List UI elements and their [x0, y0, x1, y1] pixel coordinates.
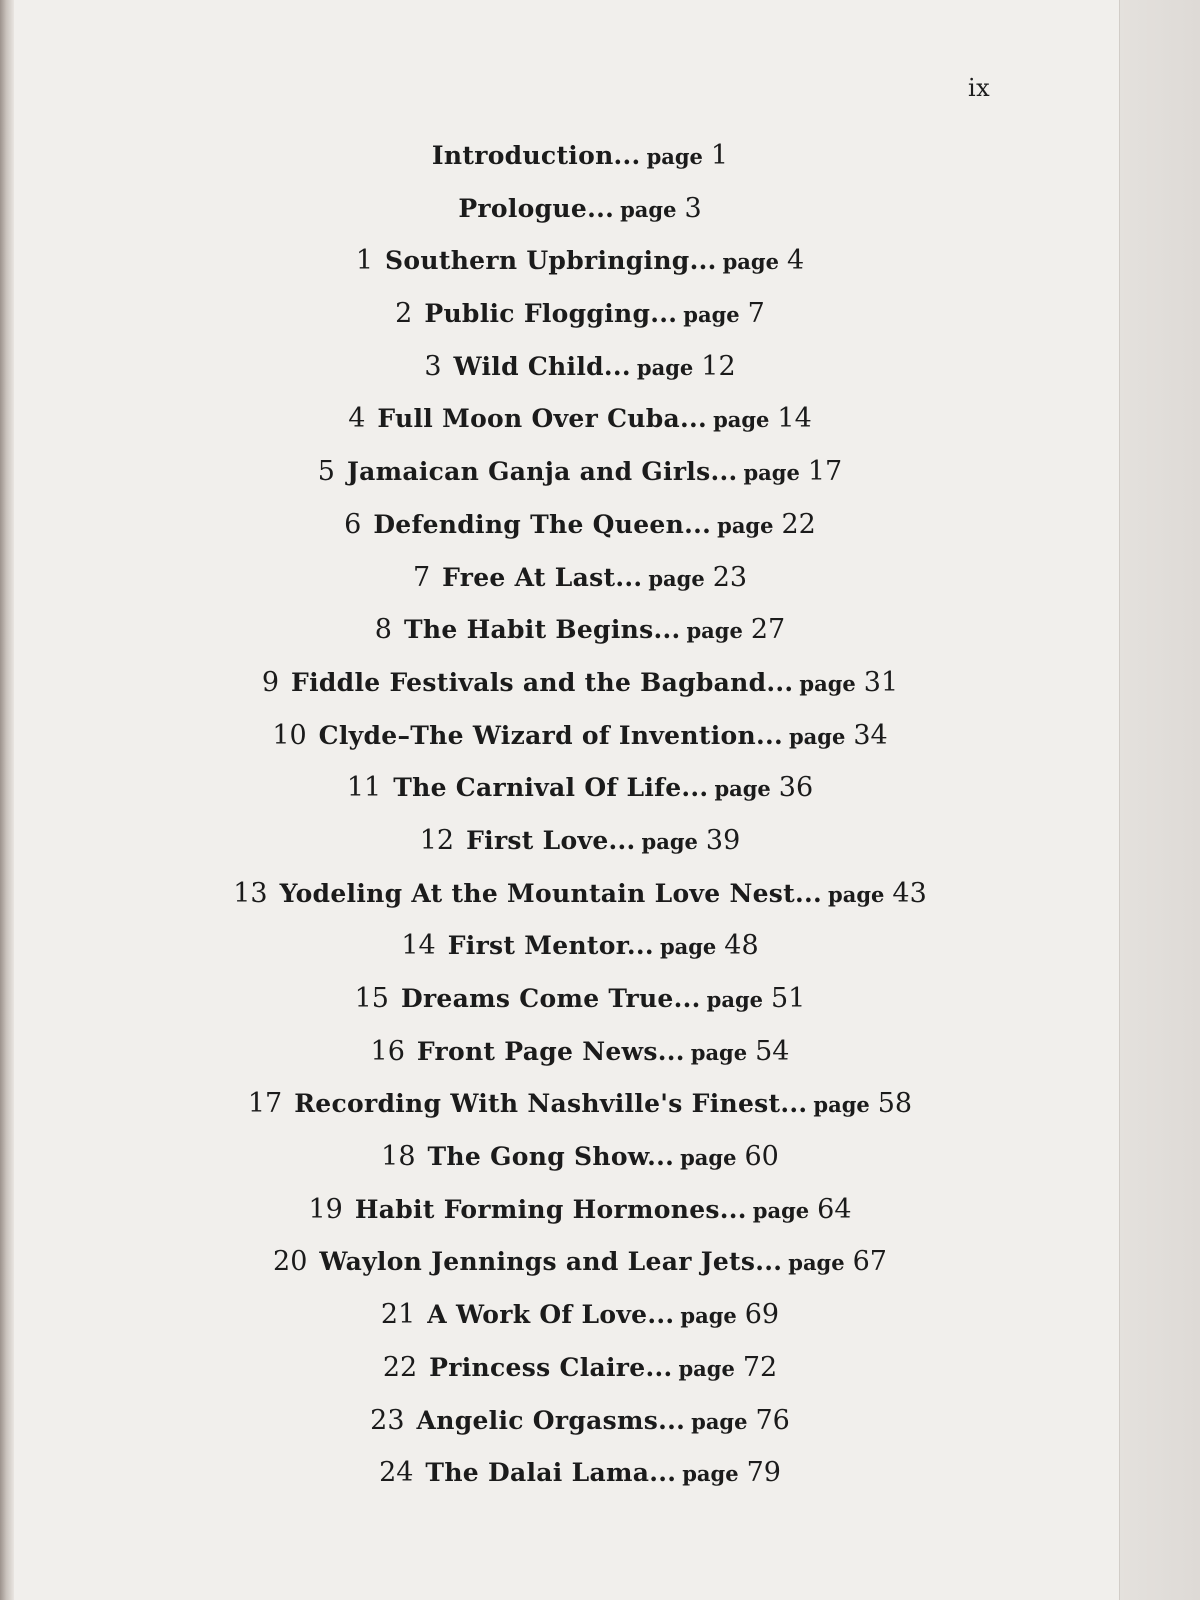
- chapter-number: 9: [261, 666, 280, 698]
- toc-entry: [0, 183, 1160, 236]
- chapter-number: 18: [381, 1141, 416, 1173]
- toc-entry: [0, 973, 1160, 1026]
- chapter-page-number: 76: [755, 1404, 790, 1436]
- page-label: page: [743, 460, 800, 486]
- page-label: page: [659, 934, 717, 960]
- chapter-title: The Gong Show...: [427, 1142, 675, 1172]
- table-of-contents: [0, 130, 1160, 1500]
- chapter-number: 3: [424, 350, 442, 382]
- page-label: page: [752, 1197, 810, 1223]
- chapter-number: 15: [354, 983, 389, 1014]
- page-label: page: [714, 776, 771, 802]
- chapter-page-number: 60: [744, 1141, 779, 1173]
- chapter-number: 1: [355, 245, 374, 277]
- chapter-number: 19: [308, 1193, 343, 1225]
- page-label: page: [713, 407, 770, 433]
- chapter-page-number: 3: [684, 192, 702, 224]
- toc-entry: [0, 815, 1160, 868]
- page-label: page: [641, 828, 698, 854]
- page-label: page: [678, 1355, 735, 1381]
- page-label: page: [690, 1039, 748, 1065]
- chapter-title: Full Moon Over Cuba...: [377, 404, 708, 434]
- page-label: page: [813, 1092, 870, 1118]
- chapter-page-number: 79: [746, 1457, 781, 1489]
- chapter-page-number: 31: [863, 666, 899, 698]
- chapter-page-number: 27: [750, 614, 786, 646]
- chapter-number: 8: [374, 614, 392, 646]
- chapter-title: Free At Last...: [442, 562, 643, 592]
- page-label: page: [717, 512, 774, 538]
- toc-entry: [0, 710, 1160, 763]
- page-label: page: [828, 881, 885, 907]
- page-label: page: [788, 723, 846, 749]
- toc-entry: [0, 1395, 1160, 1448]
- chapter-page-number: 14: [777, 403, 812, 435]
- chapter-page-number: 72: [742, 1351, 778, 1383]
- chapter-page-number: 58: [877, 1088, 913, 1120]
- chapter-page-number: 64: [817, 1193, 852, 1225]
- chapter-page-number: 17: [807, 456, 843, 488]
- chapter-number: 2: [395, 298, 413, 330]
- toc-entry: [0, 393, 1160, 446]
- chapter-number: 12: [419, 824, 455, 856]
- chapter-number: 20: [273, 1246, 308, 1278]
- chapter-number: 17: [247, 1088, 283, 1120]
- toc-entry: [0, 1447, 1160, 1500]
- chapter-title: Defending The Queen...: [373, 509, 712, 539]
- page-label: page: [648, 565, 705, 591]
- toc-entry: [0, 288, 1160, 341]
- chapter-page-number: 23: [712, 561, 748, 593]
- chapter-page-number: 39: [705, 824, 741, 856]
- chapter-title: Public Flogging...: [424, 299, 678, 329]
- page-label: page: [620, 196, 677, 222]
- page-label: page: [799, 670, 856, 696]
- toc-entry: [0, 552, 1160, 605]
- toc-entry: [0, 1342, 1160, 1395]
- chapter-number: 6: [344, 508, 362, 540]
- chapter-page-number: 69: [744, 1299, 780, 1331]
- toc-entry: [0, 499, 1160, 552]
- chapter-title: The Carnival Of Life...: [393, 773, 709, 803]
- toc-entry: [0, 1131, 1160, 1184]
- page-label: page: [646, 144, 703, 169]
- chapter-title: Yodeling At the Mountain Love Nest...: [279, 878, 823, 908]
- chapter-number: 11: [346, 772, 382, 804]
- chapter-title: First Mentor...: [447, 931, 654, 961]
- page-label: page: [722, 249, 779, 275]
- chapter-page-number: 7: [747, 298, 765, 330]
- toc-entry: [0, 130, 1160, 183]
- chapter-number: 23: [370, 1404, 405, 1436]
- page-label: page: [706, 987, 763, 1012]
- chapter-title: Princess Claire...: [429, 1352, 673, 1382]
- chapter-title: Front Page News...: [416, 1036, 685, 1066]
- chapter-number: 10: [272, 719, 307, 751]
- chapter-title: Waylon Jennings and Lear Jets...: [319, 1247, 783, 1277]
- chapter-page-number: 36: [778, 772, 814, 804]
- chapter-title: A Work Of Love...: [427, 1300, 675, 1330]
- chapter-title: Habit Forming Hormones...: [354, 1194, 747, 1224]
- page-label: page: [680, 1145, 737, 1171]
- chapter-page-number: 12: [701, 350, 736, 382]
- chapter-title: The Dalai Lama...: [425, 1458, 677, 1488]
- page-label: page: [788, 1250, 845, 1276]
- chapter-number: 22: [382, 1351, 418, 1383]
- toc-entry: [0, 1236, 1160, 1289]
- toc-entry: [0, 762, 1160, 815]
- chapter-page-number: 51: [771, 983, 806, 1014]
- toc-entry: [0, 235, 1160, 288]
- toc-entry: [0, 1026, 1160, 1079]
- chapter-title: Clyde–The Wizard of Invention...: [318, 720, 783, 750]
- chapter-number: 5: [317, 456, 335, 488]
- toc-entry: [0, 446, 1160, 499]
- page-number: ix: [968, 74, 991, 102]
- chapter-page-number: 67: [852, 1246, 887, 1278]
- chapter-title: Recording With Nashville's Finest...: [294, 1089, 808, 1119]
- chapter-title: Angelic Orgasms...: [416, 1405, 686, 1435]
- toc-entry: [0, 604, 1160, 657]
- page-label: page: [682, 1461, 739, 1487]
- chapter-title: First Love...: [466, 825, 636, 855]
- chapter-page-number: 4: [786, 245, 805, 277]
- chapter-number: 13: [233, 877, 268, 909]
- page-label: page: [691, 1408, 748, 1434]
- chapter-page-number: 43: [892, 877, 927, 909]
- page-label: page: [683, 302, 740, 328]
- chapter-number: 21: [380, 1299, 416, 1331]
- toc-entry: [0, 341, 1160, 394]
- chapter-title: Southern Upbringing...: [385, 246, 717, 276]
- chapter-page-number: 54: [755, 1035, 790, 1067]
- page-label: page: [686, 618, 743, 644]
- chapter-number: 4: [348, 403, 366, 435]
- chapter-number: 7: [412, 561, 431, 593]
- toc-entry: [0, 1184, 1160, 1237]
- chapter-number: 24: [379, 1457, 414, 1489]
- chapter-number: 16: [370, 1035, 405, 1067]
- chapter-number: 14: [401, 930, 436, 962]
- chapter-page-number: 1: [710, 140, 729, 171]
- chapter-title: Introduction...: [431, 141, 641, 170]
- chapter-title: Fiddle Festivals and the Bagband...: [291, 667, 794, 697]
- chapter-page-number: 34: [853, 719, 888, 751]
- chapter-title: Wild Child...: [453, 351, 631, 381]
- toc-entry: [0, 1289, 1160, 1342]
- page-label: page: [680, 1303, 737, 1329]
- page-label: page: [636, 354, 694, 380]
- toc-entry: [0, 1078, 1160, 1131]
- toc-entry: [0, 868, 1160, 921]
- toc-entry: [0, 657, 1160, 710]
- chapter-title: Jamaican Ganja and Girls...: [346, 457, 738, 487]
- chapter-title: The Habit Begins...: [403, 615, 681, 645]
- chapter-title: Prologue...: [458, 193, 615, 223]
- chapter-title: Dreams Come True...: [400, 984, 701, 1013]
- chapter-page-number: 48: [724, 930, 759, 962]
- chapter-page-number: 22: [781, 508, 816, 540]
- toc-entry: [0, 920, 1160, 973]
